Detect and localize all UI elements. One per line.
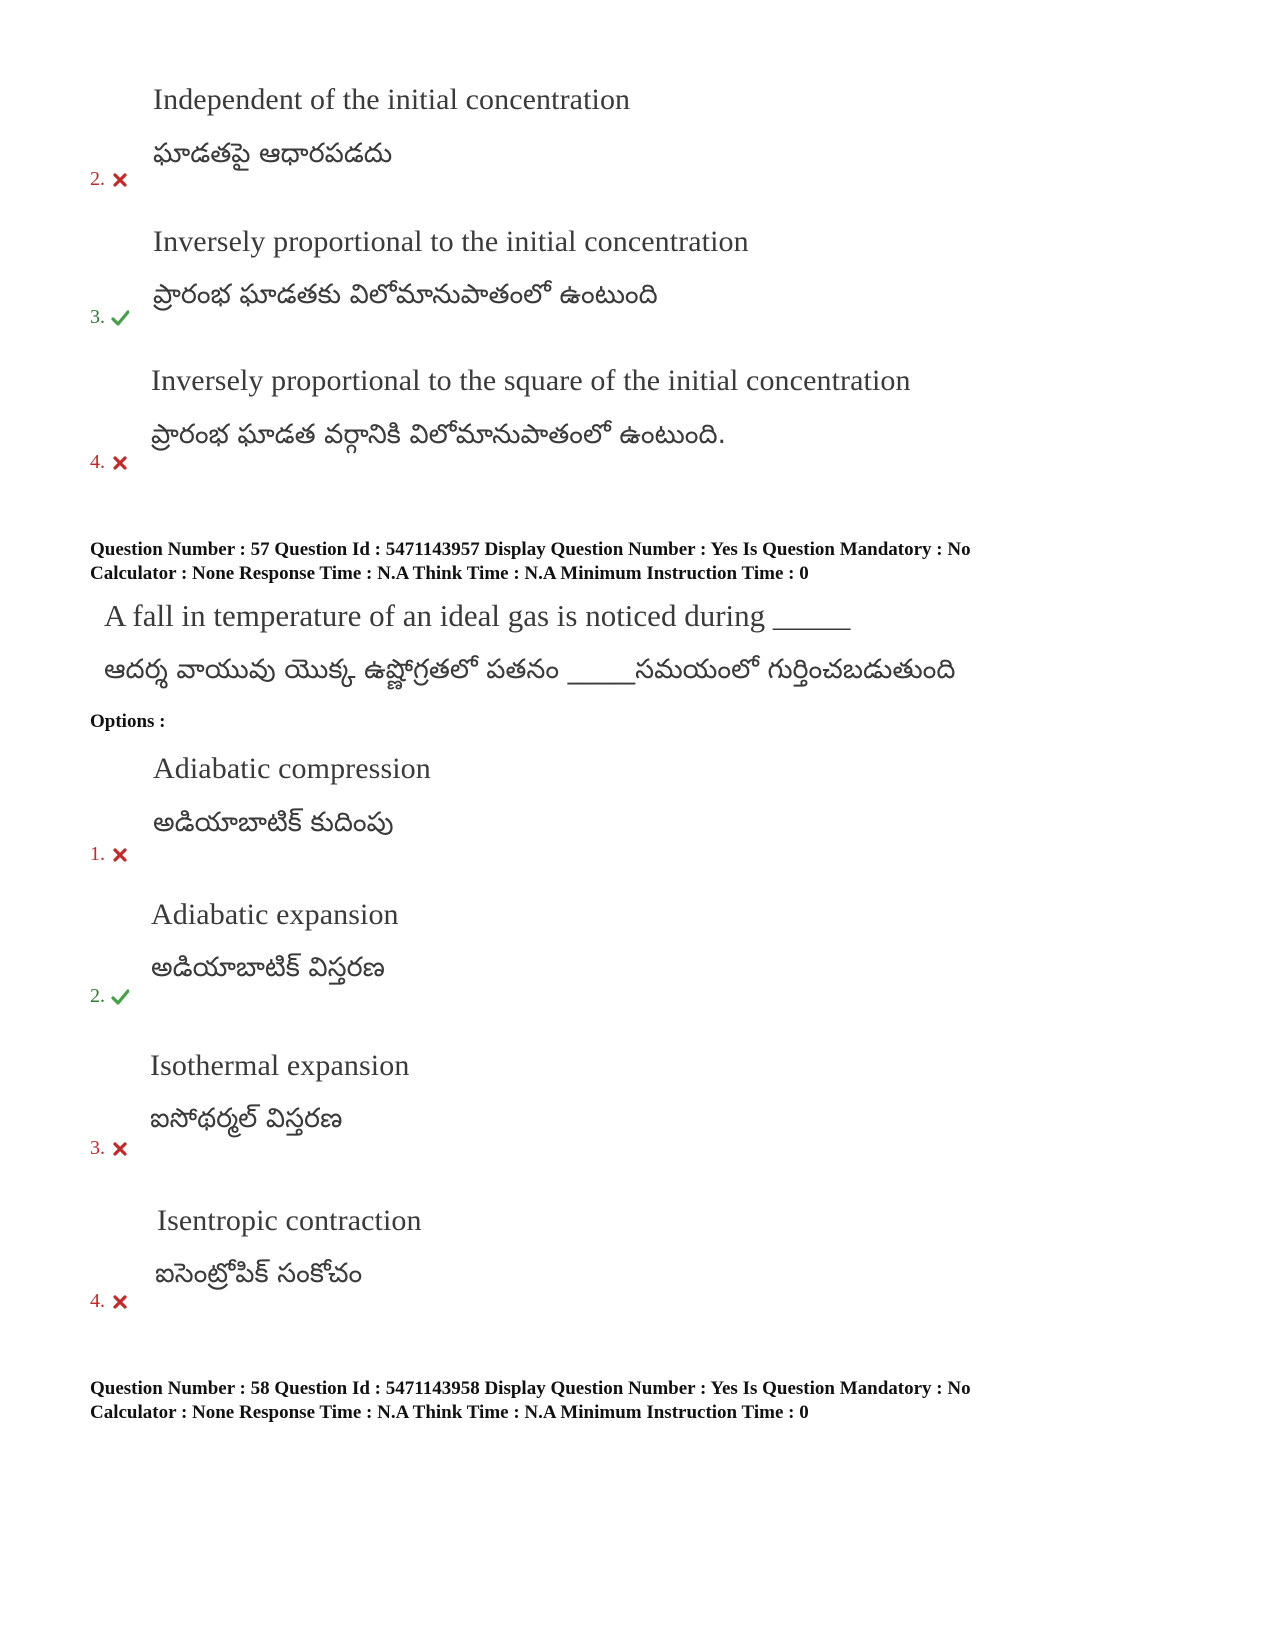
- option-english-text: Adiabatic compression: [153, 752, 431, 785]
- option-telugu-text: ఘాడతపై ఆధారపడదు: [153, 138, 393, 169]
- cross-icon: [111, 171, 129, 189]
- option-english-text: Adiabatic expansion: [151, 898, 399, 931]
- option-english-text: Isentropic contraction: [157, 1204, 422, 1237]
- option-number: 3.: [90, 1137, 129, 1160]
- option-english-text: Independent of the initial concentration: [153, 83, 631, 116]
- options-label: Options :: [90, 711, 166, 732]
- cross-icon: [111, 454, 129, 472]
- option-number: 2.: [90, 985, 129, 1008]
- option-number: 4.: [90, 1290, 129, 1313]
- option-telugu-text: ఐసెంట్రోపిక్ సంకోచం: [155, 1258, 363, 1289]
- option-telugu-text: ప్రారంభ ఘాడత వర్గానికి విలోమానుపాతంలో ఉంటుంది.: [151, 419, 727, 450]
- question-meta: Question Number : 58 Question Id : 5471143958 Display Question Number : Yes Is Question Mandatory : No Calculator : None Response Time : N.A Think Time : N.A Minimum Instruction Time : 0: [90, 1378, 971, 1423]
- option-telugu-text: ప్రారంభ ఘాడతకు విలోమానుపాతంలో ఉంటుంది: [153, 279, 658, 310]
- check-icon: [111, 309, 129, 327]
- option-telugu-text: అడియాబాటిక్ కుదింపు: [153, 807, 394, 838]
- cross-icon: [111, 1293, 129, 1311]
- cross-icon: [111, 1140, 129, 1158]
- question-text-telugu: ఆదర్శ వాయువు యొక్క ఉష్ణోగ్రతలో పతనం _____సమయంలో గుర్తించబడుతుంది: [104, 654, 956, 685]
- option-number: 1.: [90, 843, 129, 866]
- option-english-text: Inversely proportional to the square of the initial concentration: [151, 364, 911, 397]
- option-telugu-text: అడియాబాటిక్ విస్తరణ: [151, 952, 385, 983]
- option-number: 3.: [90, 306, 129, 329]
- option-number: 2.: [90, 168, 129, 191]
- option-number: 4.: [90, 451, 129, 474]
- question-meta: Question Number : 57 Question Id : 5471143957 Display Question Number : Yes Is Question Mandatory : No Calculator : None Response Time : N.A Think Time : N.A Minimum Instruction Time : 0: [90, 539, 971, 584]
- option-telugu-text: ఐసోథర్మల్ విస్తరణ: [150, 1103, 343, 1134]
- cross-icon: [111, 846, 129, 864]
- question-text-english: A fall in temperature of an ideal gas is noticed during _____: [104, 598, 851, 633]
- option-english-text: Isothermal expansion: [150, 1049, 410, 1082]
- option-english-text: Inversely proportional to the initial concentration: [153, 225, 749, 258]
- check-icon: [111, 988, 129, 1006]
